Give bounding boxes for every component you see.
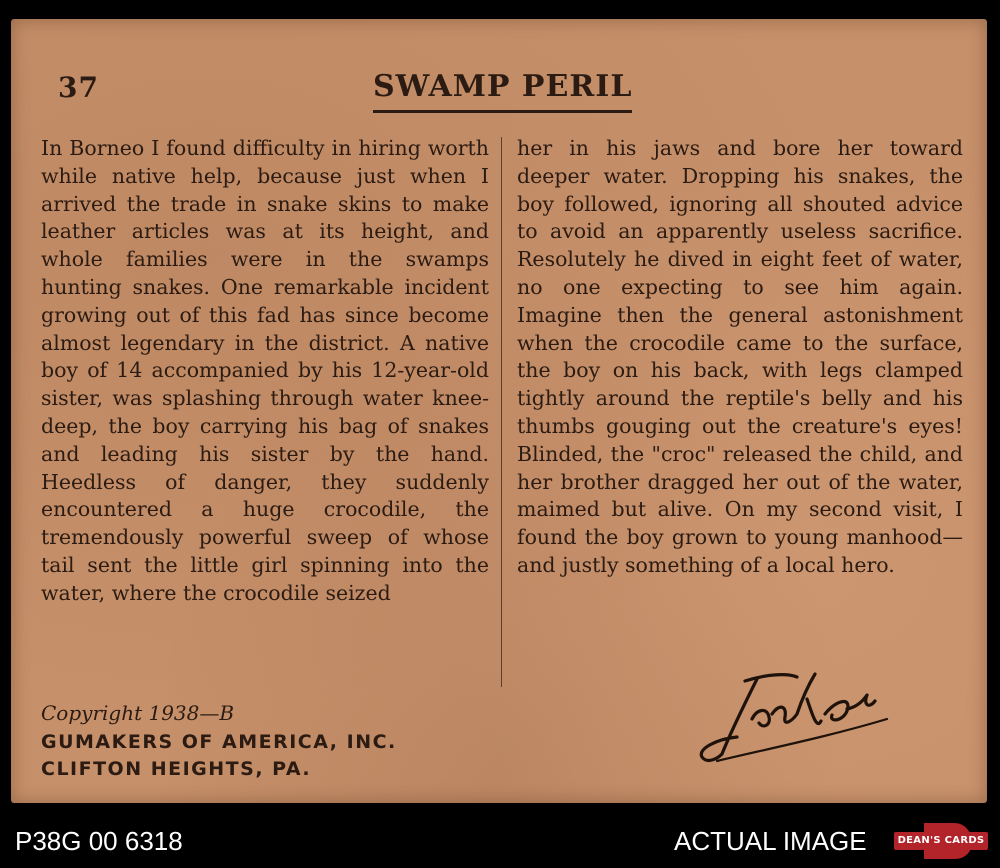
actual-image-label: ACTUAL IMAGE bbox=[674, 826, 867, 856]
deans-cards-logo bbox=[894, 821, 988, 861]
story-text-left-column: In Borneo I found difficulty in hiring worth while native help, because just when I arrived the trade in snake skins to make leather articles was at its height, and whole families were in the swamps hunting snakes. One remarkable incident growing out of this fad has since become almost legendary in the district. A native boy of 14 accompanied by his 12-year-old sister, was splashing through water knee-deep, the boy carrying his bag of snakes and leading his sister by the hand. Heedless of danger, they suddenly encountered a huge crocodile, the tremendously powerful sweep of whose tail sent the little girl spinning into the water, where the crocodile seized bbox=[41, 136, 489, 605]
publisher-block bbox=[41, 729, 397, 783]
story-text-right-column: her in his jaws and bore her toward deeper water. Dropping his snakes, the boy followed, ignoring all shouted advice to avoid an apparently useless sacrifice. Resolutely he dived in eight feet of water, no one expecting to see him again. Imagine then the general astonishment when the crocodile came to the surface, the boy on his back, with legs clamped tightly around the reptile's belly and his thumbs gouging out the creature's eyes! Blinded, the "croc" released the child, and her brother dragged her out of the water, maimed but alive. On my second visit, I found the boy grown to young manhood—and justly something of a local hero. bbox=[517, 136, 963, 577]
publisher-name: GUMAKERS OF AMERICA, INC. bbox=[41, 731, 397, 753]
copyright-line: Copyright 1938—B bbox=[41, 701, 235, 725]
publisher-location: CLIFTON HEIGHTS, PA. bbox=[41, 758, 312, 780]
column-divider bbox=[501, 137, 502, 687]
card-number: 37 bbox=[58, 71, 99, 104]
signature bbox=[697, 659, 897, 764]
cert-number: P38G 00 6318 bbox=[15, 826, 183, 856]
card-title: SWAMP PERIL bbox=[373, 69, 632, 113]
trading-card-back bbox=[11, 19, 987, 803]
logo-text: DEAN'S CARDS bbox=[894, 832, 988, 850]
